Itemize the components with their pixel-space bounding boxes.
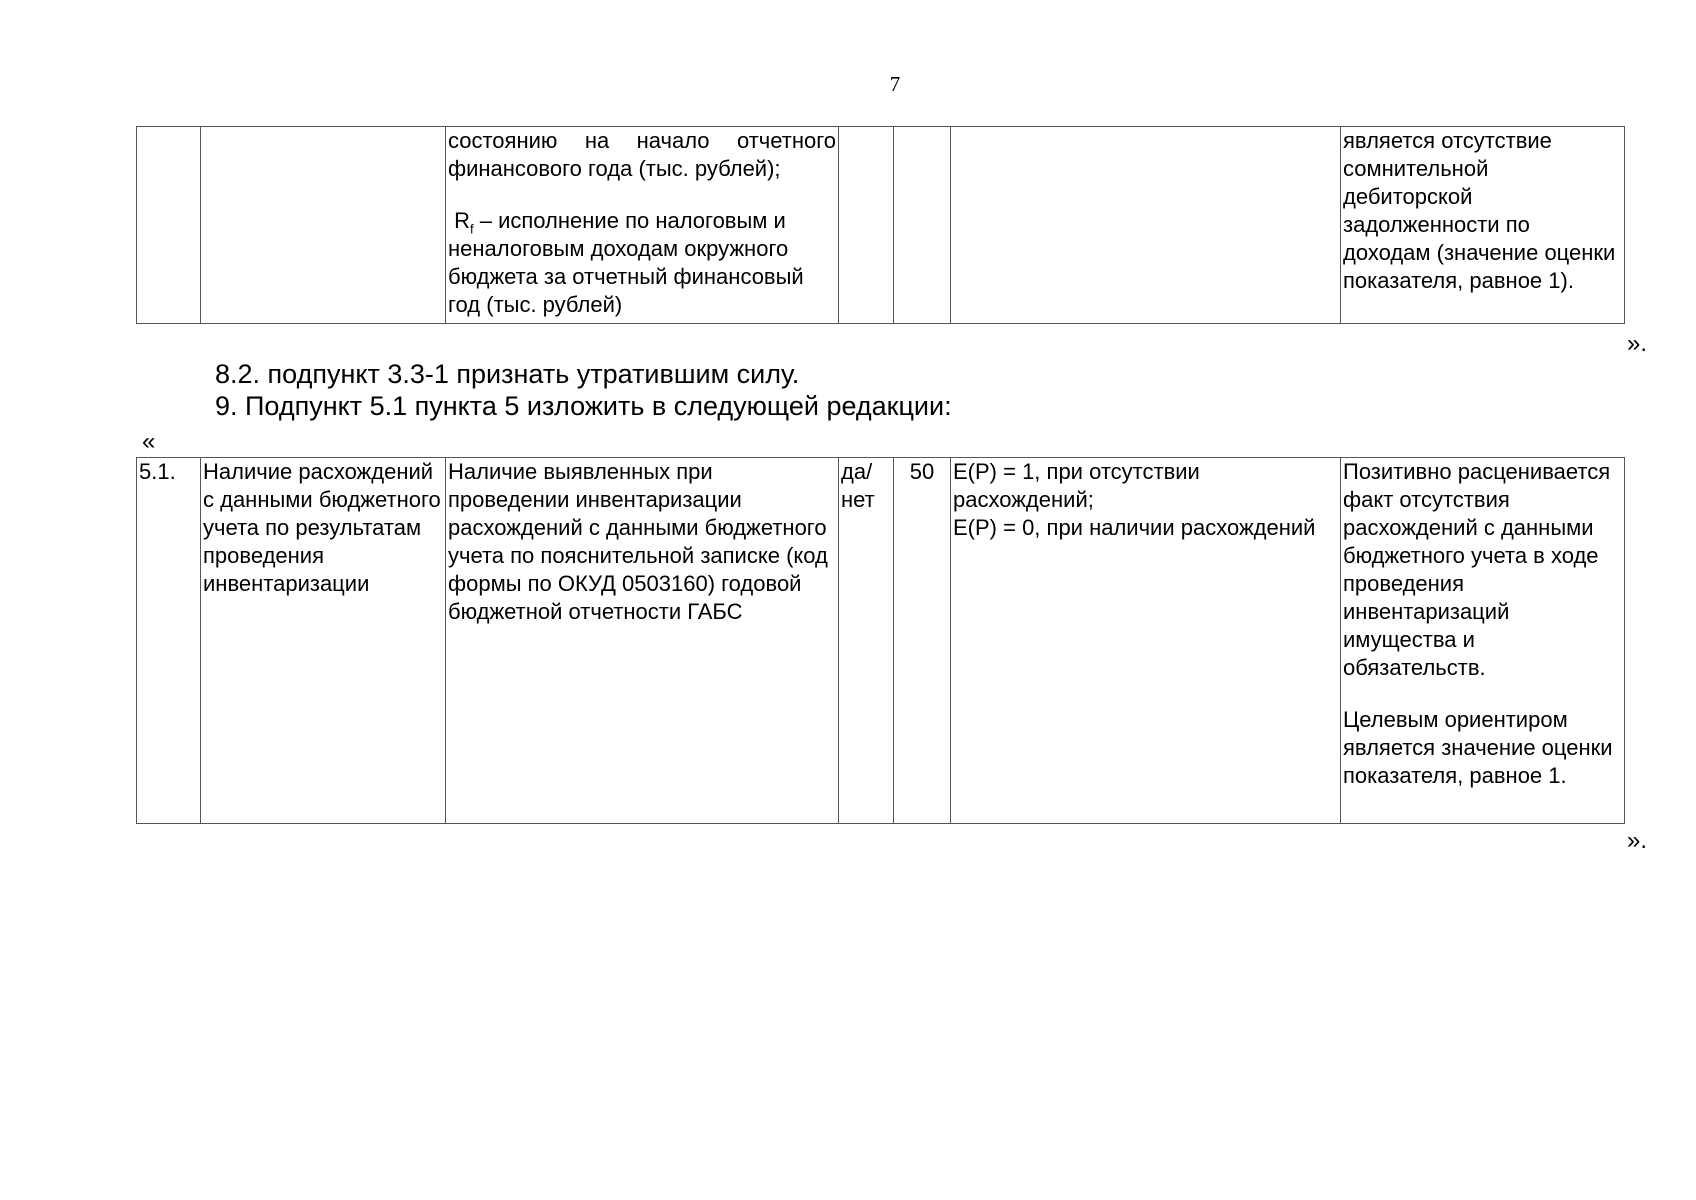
comment-paragraph-2: Целевым ориентиром является значение оценки показателя, равное 1. <box>1343 707 1613 788</box>
r-definition-text: – исполнение по налоговым и неналоговым доходам окружного бюджета за отчетный финансовый год (тыс. рублей) <box>448 208 804 317</box>
cell-number <box>137 127 201 324</box>
criteria-table-continuation <box>136 126 1625 324</box>
cell-unit <box>839 127 894 324</box>
cell-weight <box>894 127 951 324</box>
closing-quote: ». <box>1627 330 1648 357</box>
formula-line-2: E(P) = 0, при наличии расхождений <box>953 515 1316 540</box>
cell-comment: является отсутствие сомнительной дебиторской задолженности по доходам (значение оценки показателя, равное 1). <box>1341 127 1625 324</box>
table-row <box>137 127 1625 324</box>
description-text: состоянию на начало отчетного финансового года (тыс. рублей); <box>448 128 836 181</box>
cell-weight: 50 <box>894 458 951 824</box>
criteria-table-5-1 <box>136 457 1625 824</box>
cell-formula <box>951 458 1341 824</box>
cell-number: 5.1. <box>137 458 201 824</box>
cell-description: Наличие выявленных при проведении инвентаризации расхождений с данными бюджетного учета по пояснительной записке (код формы по ОКУД 0503160) годовой бюджетной отчетности ГАБС <box>446 458 839 824</box>
table-row <box>137 458 1625 824</box>
cell-unit: да/ нет <box>839 458 894 824</box>
comment-paragraph-1: Позитивно расценивается факт отсутствия расхождений с данными бюджетного учета в ходе проведения инвентаризаций имущества и обязательств. <box>1343 459 1611 680</box>
cell-name: Наличие расхождений с данными бюджетного учета по результатам проведения инвентаризации <box>201 458 446 824</box>
description-r-definition <box>448 207 836 319</box>
page-number: 7 <box>889 72 901 96</box>
closing-quote: ». <box>1627 827 1648 854</box>
formula-line-1: E(P) = 1, при отсутствии расхождений; <box>953 459 1200 512</box>
cell-name <box>201 127 446 324</box>
cell-comment <box>1341 458 1625 824</box>
opening-quote: « <box>142 428 156 455</box>
r-subscript: f <box>470 221 474 237</box>
r-symbol: R <box>454 208 471 233</box>
paragraph-8-2: 8.2. подпункт 3.3-1 признать утратившим силу. <box>215 359 800 389</box>
paragraph-9: 9. Подпункт 5.1 пункта 5 изложить в следующей редакции: <box>215 391 952 421</box>
cell-description <box>446 127 839 324</box>
cell-formula <box>951 127 1341 324</box>
